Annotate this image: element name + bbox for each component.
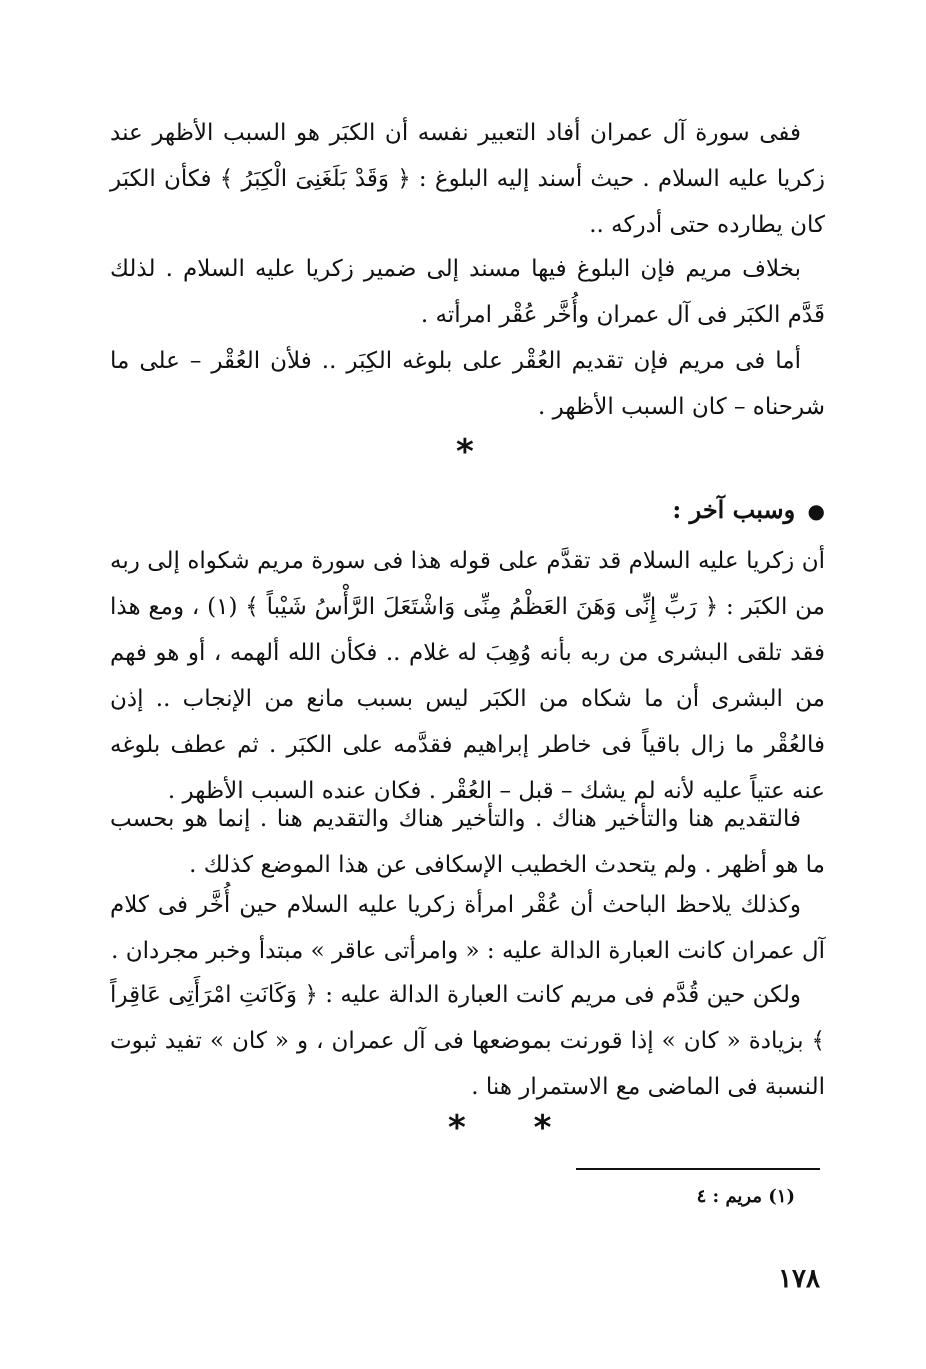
paragraph-3	[110, 338, 825, 430]
paragraph-2	[110, 246, 825, 338]
paragraph-4	[110, 538, 825, 814]
bullet-icon: ●	[807, 499, 825, 523]
paragraph-5-text: فالتقديم هنا والتأخير هناك . والتأخير هناك والتقديم هنا . إنما هو بحسب ما هو أظهر . ولم يتحدث الخطيب الإسكافى عن هذا الموضع كذلك .	[110, 806, 825, 878]
section-heading-text: وسبب آخر :	[672, 495, 796, 524]
page-number: ١٧٨	[778, 1264, 820, 1294]
asterisk-icon: *	[448, 1108, 466, 1148]
paragraph-7	[110, 972, 825, 1110]
paragraph-2-text: بخلاف مريم فإن البلوغ فيها مسند إلى ضمير زكريا عليه السلام . لذلك قَدَّم الكبَر فى آل عمران وأُخَّر عُقْر امرأته .	[110, 256, 825, 328]
footnote: (١) مريم : ٤	[696, 1186, 795, 1207]
paragraph-4-text: أن زكريا عليه السلام قد تقدَّم على قوله هذا فى سورة مريم شكواه إلى ربه من الكبَر : ﴿ رَبِّ إِنِّى وَهَنَ العَظْمُ مِنِّى وَاشْتَعَلَ الرَّأْسُ شَيْباً ﴾ (١) ، ومع هذا فقد تلقى البشرى من ربه بأنه وُهِبَ له غلام .. فكأن الله ألهمه ، أو هو فهم من البشرى أن ما شكاه من الكبَر ليس بسبب مانع من الإنجاب .. إذن فالعُقْر ما زال باقياً فى خاطر إبراهيم فقدَّمه على الكبَر . ثم عطف بلوغه عنه عتياً عليه لأنه لم يشك – قبل – العُقْر . فكان عنده السبب الأظهر .	[110, 548, 825, 804]
paragraph-3-text: أما فى مريم فإن تقديم العُقْر على بلوغه الكِبَر .. فلأن العُقْر – على ما شرحناه – كان السبب الأظهر .	[110, 348, 825, 420]
paragraph-6	[110, 882, 825, 974]
paragraph-1	[110, 110, 825, 248]
paragraph-7-text: ولكن حين قُدَّم فى مريم كانت العبارة الدالة عليه : ﴿ وَكَانَتِ امْرَأَتِى عَاقِراً ﴾ بزيادة « كان » إذا قورنت بموضعها فى آل عمران ، و « كان » تفيد ثبوت النسبة فى الماضى مع الاستمرار هنا .	[110, 982, 825, 1100]
section-heading	[560, 487, 825, 534]
asterisk-icon: *	[456, 432, 474, 472]
section-separator	[456, 432, 474, 472]
paragraph-6-text: وكذلك يلاحظ الباحث أن عُقْر امرأة زكريا عليه السلام حين أُخَّر فى كلام آل عمران كانت العبارة الدالة عليه : « وامرأتى عاقر » مبتدأ وخبر مجردان .	[110, 892, 825, 964]
paragraph-1-text: ففى سورة آل عمران أفاد التعبير نفسه أن الكبَر هو السبب الأظهر عند زكريا عليه السلام . حيث أسند إليه البلوغ : ﴿ وَقَدْ بَلَغَنِىَ الْكِبَرُ ﴾ فكأن الكبَر كان يطارده حتى أدركه ..	[110, 120, 825, 238]
paragraph-5	[110, 796, 825, 888]
section-separator-double	[420, 1108, 579, 1148]
asterisk-icon: *	[533, 1108, 552, 1148]
footnote-divider	[576, 1168, 820, 1170]
